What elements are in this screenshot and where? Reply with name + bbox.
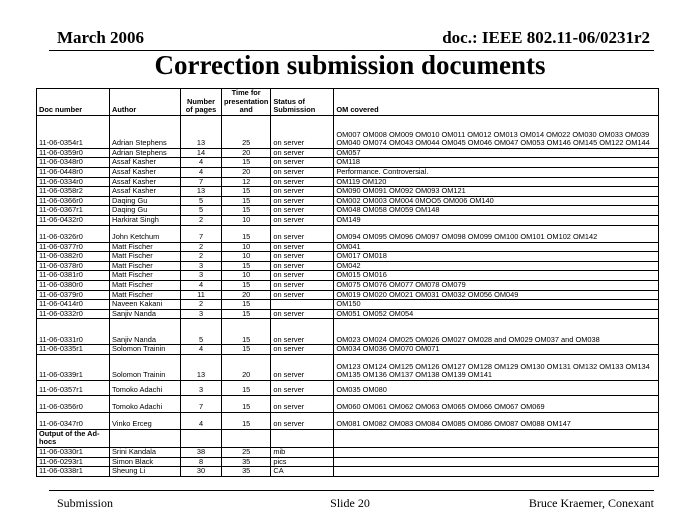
cell-time: 15 [222, 319, 271, 345]
cell-pages: 13 [181, 115, 222, 148]
cell-doc-number: 11-06-0330r1 [37, 448, 110, 458]
cell-pages: 38 [181, 448, 222, 458]
cell-author: Matt Fischer [110, 261, 181, 271]
cell-time: 15 [222, 300, 271, 310]
cell-doc-number: 11-06-0347r0 [37, 412, 110, 429]
cell-author: Simon Black [110, 457, 181, 467]
cell-om-covered: OM041 [334, 242, 659, 252]
col-doc-number: Doc number [37, 89, 110, 116]
cell-pages: 13 [181, 187, 222, 197]
cell-om-covered [334, 448, 659, 458]
cell-time: 15 [222, 412, 271, 429]
cell-time: 15 [222, 345, 271, 355]
cell-pages: 4 [181, 280, 222, 290]
cell-author: Adrian Stephens [110, 115, 181, 148]
table-row [37, 206, 659, 216]
cell-doc-number: 11-06-0377r0 [37, 242, 110, 252]
cell-om-covered [334, 467, 659, 477]
cell-doc-number: 11-06-0382r0 [37, 252, 110, 262]
cell-status: on server [271, 380, 334, 395]
cell-om-covered: OM019 OM020 OM021 OM031 OM032 OM056 OM049 [334, 290, 659, 300]
cell-pages: 3 [181, 309, 222, 319]
table-header-row [37, 89, 659, 116]
table-row [37, 177, 659, 187]
cell-time: 35 [222, 467, 271, 477]
cell-om-covered: OM060 OM061 OM062 OM063 OM065 OM066 OM067 OM069 [334, 395, 659, 412]
cell-doc-number: 11-06-0334r0 [37, 177, 110, 187]
cell-time: 15 [222, 196, 271, 206]
slide-number: Slide 20 [330, 496, 370, 510]
cell-doc-number: 11-06-0367r1 [37, 206, 110, 216]
cell-om-covered: OM149 [334, 215, 659, 225]
cell-author: Solomon Trainin [110, 345, 181, 355]
cell-author: Sanjiv Nanda [110, 319, 181, 345]
cell-author: Matt Fischer [110, 242, 181, 252]
cell-doc-number: 11-06-0338r1 [37, 467, 110, 477]
cell-status: on server [271, 309, 334, 319]
cell-pages: 7 [181, 177, 222, 187]
cell-status: on server [271, 158, 334, 168]
cell-status: on server [271, 177, 334, 187]
table-row [37, 319, 659, 345]
cell-doc-number: 11-06-0358r2 [37, 187, 110, 197]
cell-pages: 3 [181, 261, 222, 271]
cell-author: Harkirat Singh [110, 215, 181, 225]
cell-status: on server [271, 206, 334, 216]
cell-time: 10 [222, 252, 271, 262]
cell-time: 15 [222, 261, 271, 271]
table-row [37, 242, 659, 252]
table-row [37, 271, 659, 281]
table-row [37, 354, 659, 380]
cell-time: 20 [222, 148, 271, 158]
cell-time: 15 [222, 309, 271, 319]
col-om-covered: OM covered [334, 89, 659, 116]
cell-doc-number: 11-06-0380r0 [37, 280, 110, 290]
cell-status: on server [271, 412, 334, 429]
cell-status: on server [271, 225, 334, 242]
cell-om-covered: OM023 OM024 OM025 OM026 OM027 OM028 and OM029 OM037 and OM038 [334, 319, 659, 345]
cell-status: on server [271, 242, 334, 252]
cell-om-covered: OM119 OM120 [334, 177, 659, 187]
cell-doc-number: 11-06-0332r0 [37, 309, 110, 319]
cell-author: Matt Fischer [110, 252, 181, 262]
section-cell [110, 429, 181, 447]
cell-author: Assaf Kasher [110, 177, 181, 187]
cell-author: Daqing Gu [110, 206, 181, 216]
cell-status: on server [271, 280, 334, 290]
cell-doc-number: 11-06-0414r0 [37, 300, 110, 310]
cell-doc-number: 11-06-0331r0 [37, 319, 110, 345]
col-pages: Number of pages [181, 89, 222, 116]
cell-doc-number: 11-06-0366r0 [37, 196, 110, 206]
cell-time: 15 [222, 280, 271, 290]
cell-om-covered: OM094 OM095 OM096 OM097 OM098 OM099 OM100 OM101 OM102 OM142 [334, 225, 659, 242]
table-row [37, 457, 659, 467]
cell-pages: 3 [181, 380, 222, 395]
cell-time: 10 [222, 242, 271, 252]
cell-doc-number: 11-06-0335r1 [37, 345, 110, 355]
table-row [37, 309, 659, 319]
table-row [37, 158, 659, 168]
cell-status: on server [271, 196, 334, 206]
footer-divider [49, 490, 654, 491]
cell-author: Tomoko Adachi [110, 380, 181, 395]
cell-status: on server [271, 261, 334, 271]
cell-om-covered: OM090 OM091 OM092 OM093 OM121 [334, 187, 659, 197]
cell-time: 20 [222, 167, 271, 177]
cell-author: Naveen Kakani [110, 300, 181, 310]
cell-om-covered: OM051 OM052 OM054 [334, 309, 659, 319]
cell-time: 20 [222, 290, 271, 300]
cell-doc-number: 11-06-0293r1 [37, 457, 110, 467]
section-row [37, 429, 659, 447]
cell-om-covered: OM015 OM016 [334, 271, 659, 281]
cell-pages: 7 [181, 225, 222, 242]
cell-author: Srini Kandala [110, 448, 181, 458]
cell-status: on server [271, 290, 334, 300]
table-row [37, 115, 659, 148]
cell-doc-number: 11-06-0448r0 [37, 167, 110, 177]
cell-author: Vinko Erceg [110, 412, 181, 429]
cell-doc-number: 11-06-0339r1 [37, 354, 110, 380]
table-row [37, 395, 659, 412]
table-row [37, 252, 659, 262]
cell-pages: 13 [181, 354, 222, 380]
cell-status: on server [271, 215, 334, 225]
cell-om-covered: OM035 OM080 [334, 380, 659, 395]
table-row [37, 225, 659, 242]
cell-om-covered: OM034 OM036 OM070 OM071 [334, 345, 659, 355]
col-author: Author [110, 89, 181, 116]
table-row [37, 261, 659, 271]
table-row [37, 448, 659, 458]
cell-status: on server [271, 115, 334, 148]
cell-author: Tomoko Adachi [110, 395, 181, 412]
cell-om-covered: OM048 OM058 OM059 OM148 [334, 206, 659, 216]
cell-time: 15 [222, 158, 271, 168]
cell-time: 15 [222, 187, 271, 197]
col-time: Time for presentation and [222, 89, 271, 116]
col-status: Status of Submission [271, 89, 334, 116]
section-cell [271, 429, 334, 447]
table-row [37, 187, 659, 197]
table-row [37, 196, 659, 206]
table-row [37, 215, 659, 225]
cell-pages: 7 [181, 395, 222, 412]
cell-pages: 4 [181, 158, 222, 168]
cell-author: Matt Fischer [110, 271, 181, 281]
cell-om-covered [334, 457, 659, 467]
footer-author: Bruce Kraemer, Conexant [528, 496, 654, 510]
cell-status: on server [271, 271, 334, 281]
cell-status: on server [271, 319, 334, 345]
cell-pages: 5 [181, 206, 222, 216]
cell-doc-number: 11-06-0356r0 [37, 395, 110, 412]
cell-doc-number: 11-06-0354r1 [37, 115, 110, 148]
cell-doc-number: 11-06-0348r0 [37, 158, 110, 168]
cell-time: 25 [222, 115, 271, 148]
table-row [37, 412, 659, 429]
cell-doc-number: 11-06-0381r0 [37, 271, 110, 281]
cell-pages: 3 [181, 271, 222, 281]
cell-pages: 2 [181, 300, 222, 310]
cell-status: CA [271, 467, 334, 477]
cell-om-covered: OM042 [334, 261, 659, 271]
table-body [37, 115, 659, 476]
cell-doc-number: 11-06-0379r0 [37, 290, 110, 300]
cell-om-covered: OM118 [334, 158, 659, 168]
cell-author: Assaf Kasher [110, 167, 181, 177]
cell-status: on server [271, 252, 334, 262]
cell-om-covered: OM057 [334, 148, 659, 158]
table-row [37, 380, 659, 395]
table-row [37, 280, 659, 290]
cell-om-covered: OM081 OM082 OM083 OM084 OM085 OM086 OM087 OM088 OM147 [334, 412, 659, 429]
cell-time: 15 [222, 395, 271, 412]
cell-time: 12 [222, 177, 271, 187]
section-label: Output of the Ad-hocs [37, 429, 110, 447]
cell-doc-number: 11-06-0359r0 [37, 148, 110, 158]
cell-time: 25 [222, 448, 271, 458]
table-row [37, 290, 659, 300]
cell-author: Matt Fischer [110, 290, 181, 300]
table-row [37, 467, 659, 477]
cell-pages: 14 [181, 148, 222, 158]
cell-author: Sheung Li [110, 467, 181, 477]
cell-author: Assaf Kasher [110, 187, 181, 197]
cell-status: on server [271, 354, 334, 380]
cell-pages: 2 [181, 242, 222, 252]
cell-pages: 4 [181, 412, 222, 429]
header-date: March 2006 [57, 28, 145, 47]
cell-pages: 5 [181, 196, 222, 206]
cell-status: on server [271, 395, 334, 412]
cell-doc-number: 11-06-0378r0 [37, 261, 110, 271]
slide-title: Correction submission documents [154, 50, 546, 80]
cell-status: on server [271, 345, 334, 355]
cell-doc-number: 11-06-0357r1 [37, 380, 110, 395]
cell-author: Adrian Stephens [110, 148, 181, 158]
table-row [37, 167, 659, 177]
cell-status: on server [271, 187, 334, 197]
cell-status: mib [271, 448, 334, 458]
cell-status [271, 300, 334, 310]
cell-status: on server [271, 167, 334, 177]
cell-time: 10 [222, 271, 271, 281]
cell-status: on server [271, 148, 334, 158]
cell-pages: 2 [181, 252, 222, 262]
cell-pages: 2 [181, 215, 222, 225]
cell-time: 20 [222, 354, 271, 380]
cell-pages: 5 [181, 319, 222, 345]
table-row [37, 300, 659, 310]
cell-time: 35 [222, 457, 271, 467]
cell-om-covered: OM150 [334, 300, 659, 310]
section-cell [222, 429, 271, 447]
cell-pages: 11 [181, 290, 222, 300]
cell-doc-number: 11-06-0326r0 [37, 225, 110, 242]
cell-author: Daqing Gu [110, 196, 181, 206]
section-cell [181, 429, 222, 447]
header-doc-number: doc.: IEEE 802.11-06/0231r2 [442, 28, 650, 47]
cell-om-covered: OM002 OM003 OM004 0MOO5 OM006 OM140 [334, 196, 659, 206]
cell-om-covered: OM123 OM124 OM125 OM126 OM127 OM128 OM129 OM130 OM131 OM132 OM133 OM134 OM135 OM136 OM137 OM138 OM139 OM141 [334, 354, 659, 380]
table-row [37, 148, 659, 158]
cell-author: Solomon Trainin [110, 354, 181, 380]
cell-om-covered: OM075 OM076 OM077 OM078 OM079 [334, 280, 659, 290]
cell-pages: 4 [181, 167, 222, 177]
cell-doc-number: 11-06-0432r0 [37, 215, 110, 225]
cell-time: 15 [222, 380, 271, 395]
cell-status: pics [271, 457, 334, 467]
cell-om-covered: Performance. Controversial. [334, 167, 659, 177]
cell-om-covered: OM007 OM008 OM009 OM010 OM011 OM012 OM013 OM014 OM022 OM030 OM033 OM039 OM040 OM074 OM043 OM044 OM045 OM046 OM047 OM053 OM146 OM145 OM122 OM144 [334, 115, 659, 148]
footer-submission: Submission [57, 496, 114, 510]
cell-author: John Ketchum [110, 225, 181, 242]
cell-om-covered: OM017 OM018 [334, 252, 659, 262]
cell-time: 15 [222, 206, 271, 216]
cell-pages: 30 [181, 467, 222, 477]
cell-pages: 4 [181, 345, 222, 355]
cell-author: Matt Fischer [110, 280, 181, 290]
table-row [37, 345, 659, 355]
submission-table [36, 88, 659, 477]
cell-author: Assaf Kasher [110, 158, 181, 168]
cell-time: 15 [222, 225, 271, 242]
section-cell [334, 429, 659, 447]
cell-author: Sanjiv Nanda [110, 309, 181, 319]
cell-pages: 8 [181, 457, 222, 467]
cell-time: 10 [222, 215, 271, 225]
